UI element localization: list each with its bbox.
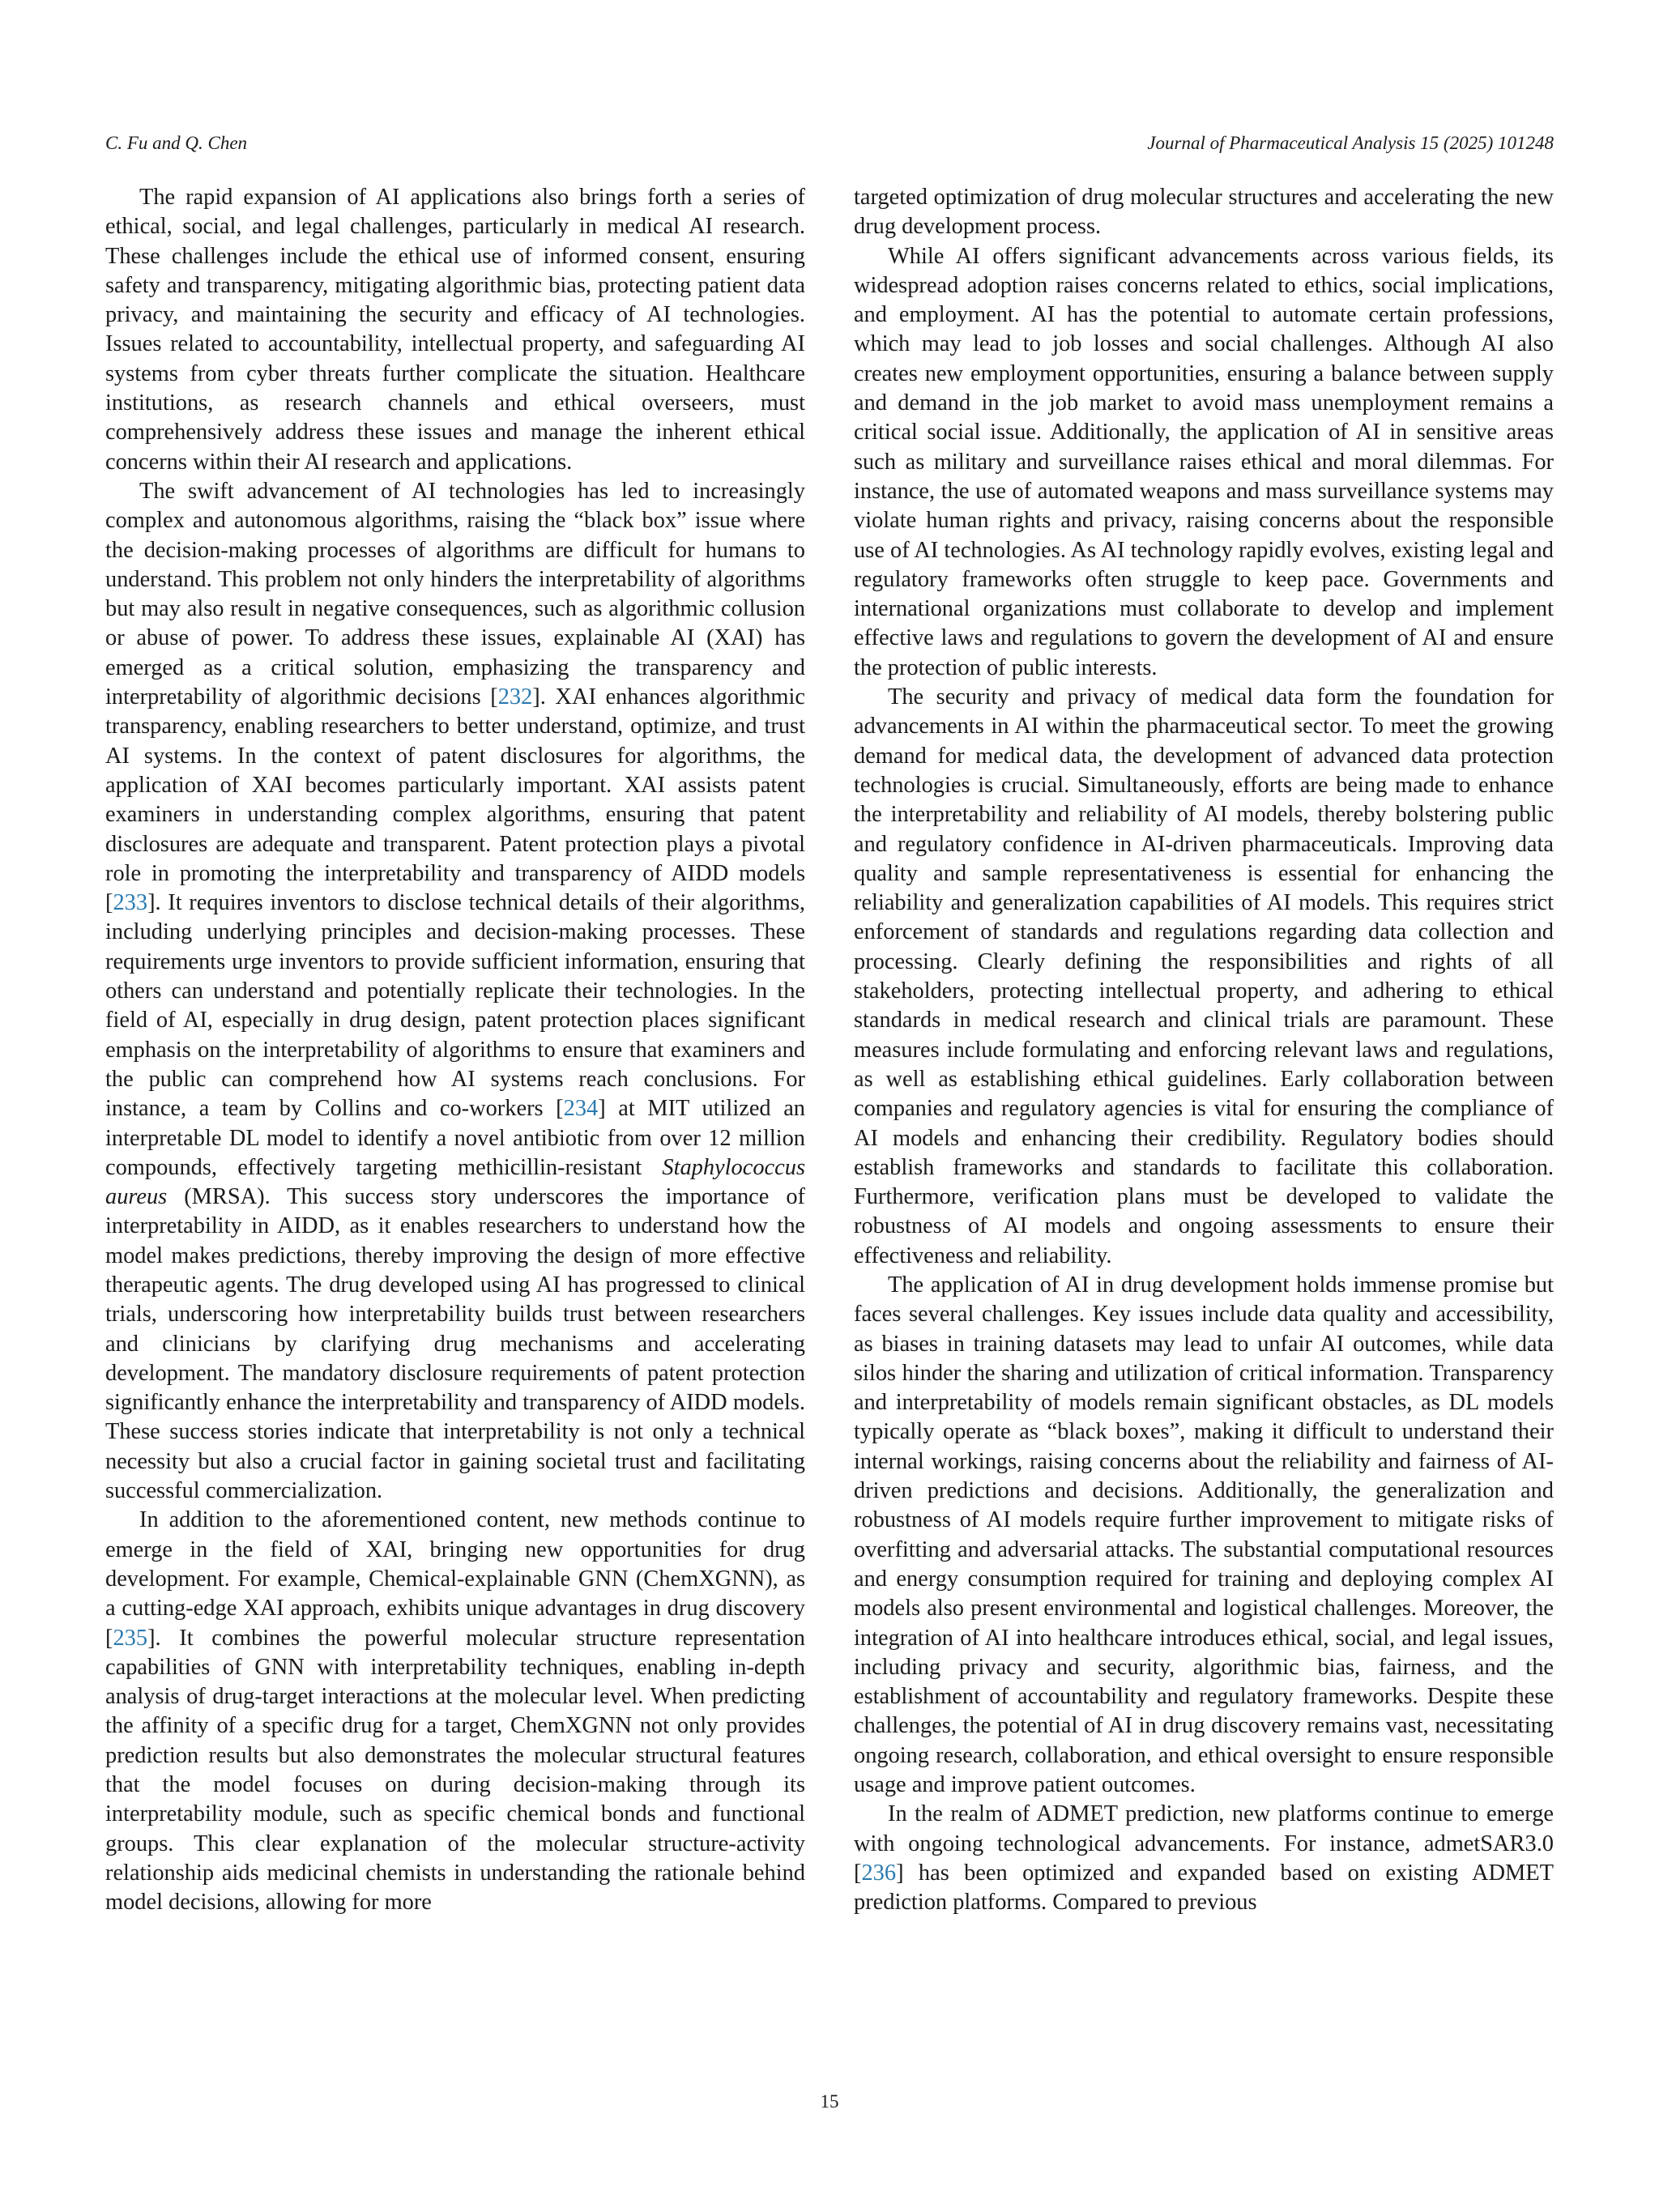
paragraph-text: ]. It combines the powerful molecular structure representation capabilities of GNN with interpretability techniques, enabling in-depth analysis of drug-target interactions at the molecular level. When predicting the affinity of a specific drug for a target, ChemXGNN not only provides prediction results but also demonstrates the molecular structural features that the model focuses on during decision-making through its interpretability module, such as specific chemical bonds and functional groups. This clear explanation of the molecular structure-activity relationship aids medicinal chemists in understanding the rationale behind model decisions, allowing for more xyxy=(105,1625,805,1916)
paragraph-text: In the realm of ADMET prediction, new platforms continue to emerge with ongoing technological advancements. For instance, admetSAR3.0 [ xyxy=(854,1801,1554,1886)
left-column xyxy=(105,183,805,1918)
paragraph-text: ] has been optimized and expanded based on existing ADMET prediction platforms. Compared to previous xyxy=(854,1860,1554,1916)
citation-link-232[interactable]: 232 xyxy=(497,684,533,710)
page-number: 15 xyxy=(820,2091,839,2112)
paragraph-data-security: The security and privacy of medical data form the foundation for advancements in AI within the pharmaceutical sector. To meet the growing demand for medical data, the development of advanced data protection technologies is crucial. Simultaneously, efforts are being made to enhance the interpretability and reliability of AI models, thereby bolstering public and regulatory confidence in AI-driven pharmaceuticals. Improving data quality and sample representativeness is essential for enhancing the reliability and generalization capabilities of AI models. This requires strict enforcement of standards and regulations regarding data collection and processing. Clearly defining the responsibilities and rights of all stakeholders, protecting intellectual property, and adhering to ethical standards in medical research and clinical trials are paramount. These measures include formulating and enforcing relevant laws and regulations, as well as establishing ethical guidelines. Early collaboration between companies and regulatory agencies is vital for ensuring the compliance of AI models and enhancing their credibility. Regulatory bodies should establish frameworks and standards to facilitate this collaboration. Furthermore, verification plans must be developed to validate the robustness of AI models and ongoing assessments to ensure their effectiveness and reliability. xyxy=(854,684,1554,1268)
species-name: Staphylococcus aureus xyxy=(105,1154,805,1210)
paragraph-chemxgnn xyxy=(105,1506,805,1917)
paragraph-social-employment: While AI offers significant advancements across various fields, its widespread adoption raises concerns related to ethics, social implications, and employment. AI has the potential to automate certain professions, which may lead to job losses and social challenges. Although AI also creates new employment opportunities, ensuring a balance between supply and demand in the job market to avoid mass unemployment remains a critical social issue. Additionally, the application of AI in sensitive areas such as military and surveillance raises ethical and moral dilemmas. For instance, the use of automated weapons and mass surveillance systems may violate human rights and privacy, raising concerns about the responsible use of AI technologies. As AI technology rapidly evolves, existing legal and regulatory frameworks often struggle to keep pace. Governments and international organizations must collaborate to develop and implement effective laws and regulations to govern the development of AI and ensure the protection of public interests. xyxy=(854,243,1554,680)
paragraph-text: ]. It requires inventors to disclose technical details of their algorithms, including underlying principles and decision-making processes. These requirements urge inventors to provide sufficient information, ensuring that others can understand and potentially replicate their technologies. In the field of AI, especially in drug design, patent protection places significant emphasis on the interpretability of algorithms to ensure that examiners and the public can comprehend how AI systems reach conclusions. For instance, a team by Collins and co-workers [ xyxy=(105,890,805,1122)
running-header xyxy=(105,131,1554,156)
paragraph-text: The swift advancement of AI technologies has led to increasingly complex and autonomous algorithms, raising the “black box” issue where the decision-making processes of algorithms are difficult for humans to understand. This problem not only hinders the interpretability of algorithms but may also result in negative consequences, such as algorithmic collusion or abuse of power. To address these issues, explainable AI (XAI) has emerged as a critical solution, emphasizing the transparency and interpretability of algorithmic decisions [ xyxy=(105,478,805,710)
paragraph-continued: targeted optimization of drug molecular structures and accelerating the new drug development process. xyxy=(854,185,1554,240)
citation-link-236[interactable]: 236 xyxy=(861,1860,897,1886)
right-column xyxy=(854,183,1554,1918)
paragraph-admet-prediction xyxy=(854,1800,1554,1917)
paragraph-ethics-challenges: The rapid expansion of AI applications also brings forth a series of ethical, social, and legal challenges, particularly in medical AI research. These challenges include the ethical use of informed consent, ensuring safety and transparency, mitigating algorithmic bias, protecting patient data privacy, and maintaining the security and efficacy of AI technologies. Issues related to accountability, intellectual property, and safeguarding AI systems from cyber threats further complicate the situation. Healthcare institutions, as research channels and ethical overseers, must comprehensively address these issues and manage the inherent ethical concerns within their AI research and applications. xyxy=(105,185,805,475)
paragraph-text: ] at MIT utilized an interpretable DL model to identify a novel antibiotic from over 12 million compounds, effectively targeting methicillin-resistant xyxy=(105,1096,805,1180)
header-authors: C. Fu and Q. Chen xyxy=(105,133,248,153)
paragraph-drug-development-challenges: The application of AI in drug development holds immense promise but faces several challenges. Key issues include data quality and accessibility, as biases in training datasets may lead to unfair AI outcomes, while data silos hinder the sharing and utilization of critical information. Transparency and interpretability of models remain significant obstacles, as DL models typically operate as “black boxes”, making it difficult to understand their internal workings, raising concerns about the reliability and fairness of AI-driven predictions and decisions. Additionally, the generalization and robustness of AI models require further improvement to mitigate risks of overfitting and adversarial attacks. The substantial computational resources and energy consumption required for training and deploying complex AI models also present environmental and logistical challenges. Moreover, the integration of AI into healthcare introduces ethical, social, and legal issues, including privacy and security, algorithmic bias, fairness, and the establishment of accountability and regulatory frameworks. Despite these challenges, the potential of AI in drug discovery remains vast, necessitating ongoing research, collaboration, and ethical oversight to ensure responsible usage and improve patient outcomes. xyxy=(854,1272,1554,1798)
paragraph-text: (MRSA). This success story underscores the importance of interpretability in AIDD, as it enables researchers to understand how the model makes predictions, thereby improving the design of more effective therapeutic agents. The drug developed using AI has progressed to clinical trials, underscoring how interpretability builds trust between researchers and clinicians by clarifying drug mechanisms and accelerating development. The mandatory disclosure requirements of patent protection significantly enhance the interpretability and transparency of AIDD models. These success stories indicate that interpretability is not only a technical necessity but also a crucial factor in gaining societal trust and facilitating successful commercialization. xyxy=(105,1184,805,1504)
paragraph-text: In addition to the aforementioned content, new methods continue to emerge in the field of XAI, bringing new opportunities for drug development. For example, Chemical-explainable GNN (ChemXGNN), as a cutting-edge XAI approach, exhibits unique advantages in drug discovery [ xyxy=(105,1507,805,1651)
paragraph-black-box-xai xyxy=(105,477,805,1506)
header-journal: Journal of Pharmaceutical Analysis 15 (2025) 101248 xyxy=(1147,133,1554,153)
citation-link-235[interactable]: 235 xyxy=(113,1625,148,1651)
citation-link-234[interactable]: 234 xyxy=(563,1096,599,1122)
paragraph-text: ]. XAI enhances algorithmic transparency, enabling researchers to better understand, optimize, and trust AI systems. In the context of patent disclosures for algorithms, the application of XAI becomes particularly important. XAI assists patent examiners in understanding complex algorithms, ensuring that patent disclosures are adequate and transparent. Patent protection plays a pivotal role in promoting the interpretability and transparency of AIDD models [ xyxy=(105,684,805,916)
citation-link-233[interactable]: 233 xyxy=(113,890,148,916)
